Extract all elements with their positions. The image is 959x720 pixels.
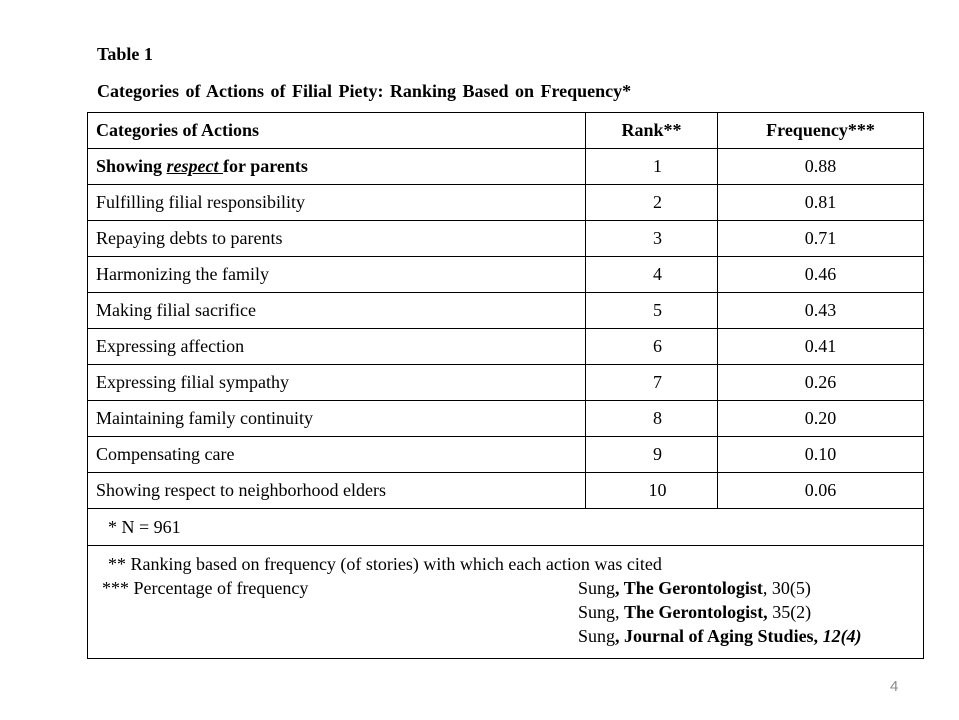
rank-cell: 8 <box>586 401 718 437</box>
frequency-cell: 0.10 <box>718 437 924 473</box>
rank-cell: 3 <box>586 221 718 257</box>
page-number: 4 <box>890 678 899 695</box>
citation-2: Sung, The Gerontologist, 35(2) <box>578 602 812 622</box>
frequency-cell: 0.71 <box>718 221 924 257</box>
table-header-row <box>88 113 924 149</box>
table-row <box>88 221 924 257</box>
category-cell: Compensating care <box>88 437 586 473</box>
filial-piety-table <box>87 112 924 659</box>
rank-cell: 4 <box>586 257 718 293</box>
rank-cell: 5 <box>586 293 718 329</box>
header-rank: Rank** <box>586 113 718 149</box>
table-label: Table 1 <box>97 44 153 64</box>
table-row <box>88 257 924 293</box>
citation-3: Sung, Journal of Aging Studies, 12(4) <box>578 626 862 646</box>
category-cell: Showing respect to neighborhood elders <box>88 473 586 509</box>
frequency-cell: 0.26 <box>718 365 924 401</box>
note-percentage: *** Percentage of frequency <box>102 578 309 598</box>
table-row <box>88 185 924 221</box>
notes-cell <box>88 546 924 659</box>
category-cell: Harmonizing the family <box>88 257 586 293</box>
header-categories: Categories of Actions <box>88 113 586 149</box>
frequency-cell: 0.06 <box>718 473 924 509</box>
note-row-details <box>88 546 924 659</box>
table-row <box>88 329 924 365</box>
table-row <box>88 149 924 185</box>
frequency-cell: 0.88 <box>718 149 924 185</box>
note-n: * N = 961 <box>88 509 924 546</box>
category-cell: Repaying debts to parents <box>88 221 586 257</box>
note-row-n <box>88 509 924 546</box>
note-ranking: ** Ranking based on frequency (of stories) with which each action was cited <box>108 554 662 574</box>
rank-cell: 2 <box>586 185 718 221</box>
frequency-cell: 0.43 <box>718 293 924 329</box>
rank-cell: 7 <box>586 365 718 401</box>
frequency-cell: 0.46 <box>718 257 924 293</box>
table-row <box>88 473 924 509</box>
category-cell: Maintaining family continuity <box>88 401 586 437</box>
table-row <box>88 293 924 329</box>
rank-cell: 9 <box>586 437 718 473</box>
table-row <box>88 365 924 401</box>
category-suffix: for parents <box>223 156 308 176</box>
category-cell: Expressing filial sympathy <box>88 365 586 401</box>
category-emphasis: respect <box>166 156 224 176</box>
citation-1: Sung, The Gerontologist, 30(5) <box>578 578 811 598</box>
category-cell <box>88 149 586 185</box>
category-cell: Making filial sacrifice <box>88 293 586 329</box>
rank-cell: 10 <box>586 473 718 509</box>
category-cell: Fulfilling filial responsibility <box>88 185 586 221</box>
rank-cell: 6 <box>586 329 718 365</box>
note-percentage-line <box>88 576 923 600</box>
category-prefix: Showing <box>96 156 167 176</box>
table-row <box>88 401 924 437</box>
frequency-cell: 0.41 <box>718 329 924 365</box>
table-row <box>88 437 924 473</box>
header-frequency: Frequency*** <box>718 113 924 149</box>
frequency-cell: 0.20 <box>718 401 924 437</box>
frequency-cell: 0.81 <box>718 185 924 221</box>
rank-cell: 1 <box>586 149 718 185</box>
table-caption: Categories of Actions of Filial Piety: Ranking Based on Frequency* <box>97 81 632 101</box>
category-cell: Expressing affection <box>88 329 586 365</box>
